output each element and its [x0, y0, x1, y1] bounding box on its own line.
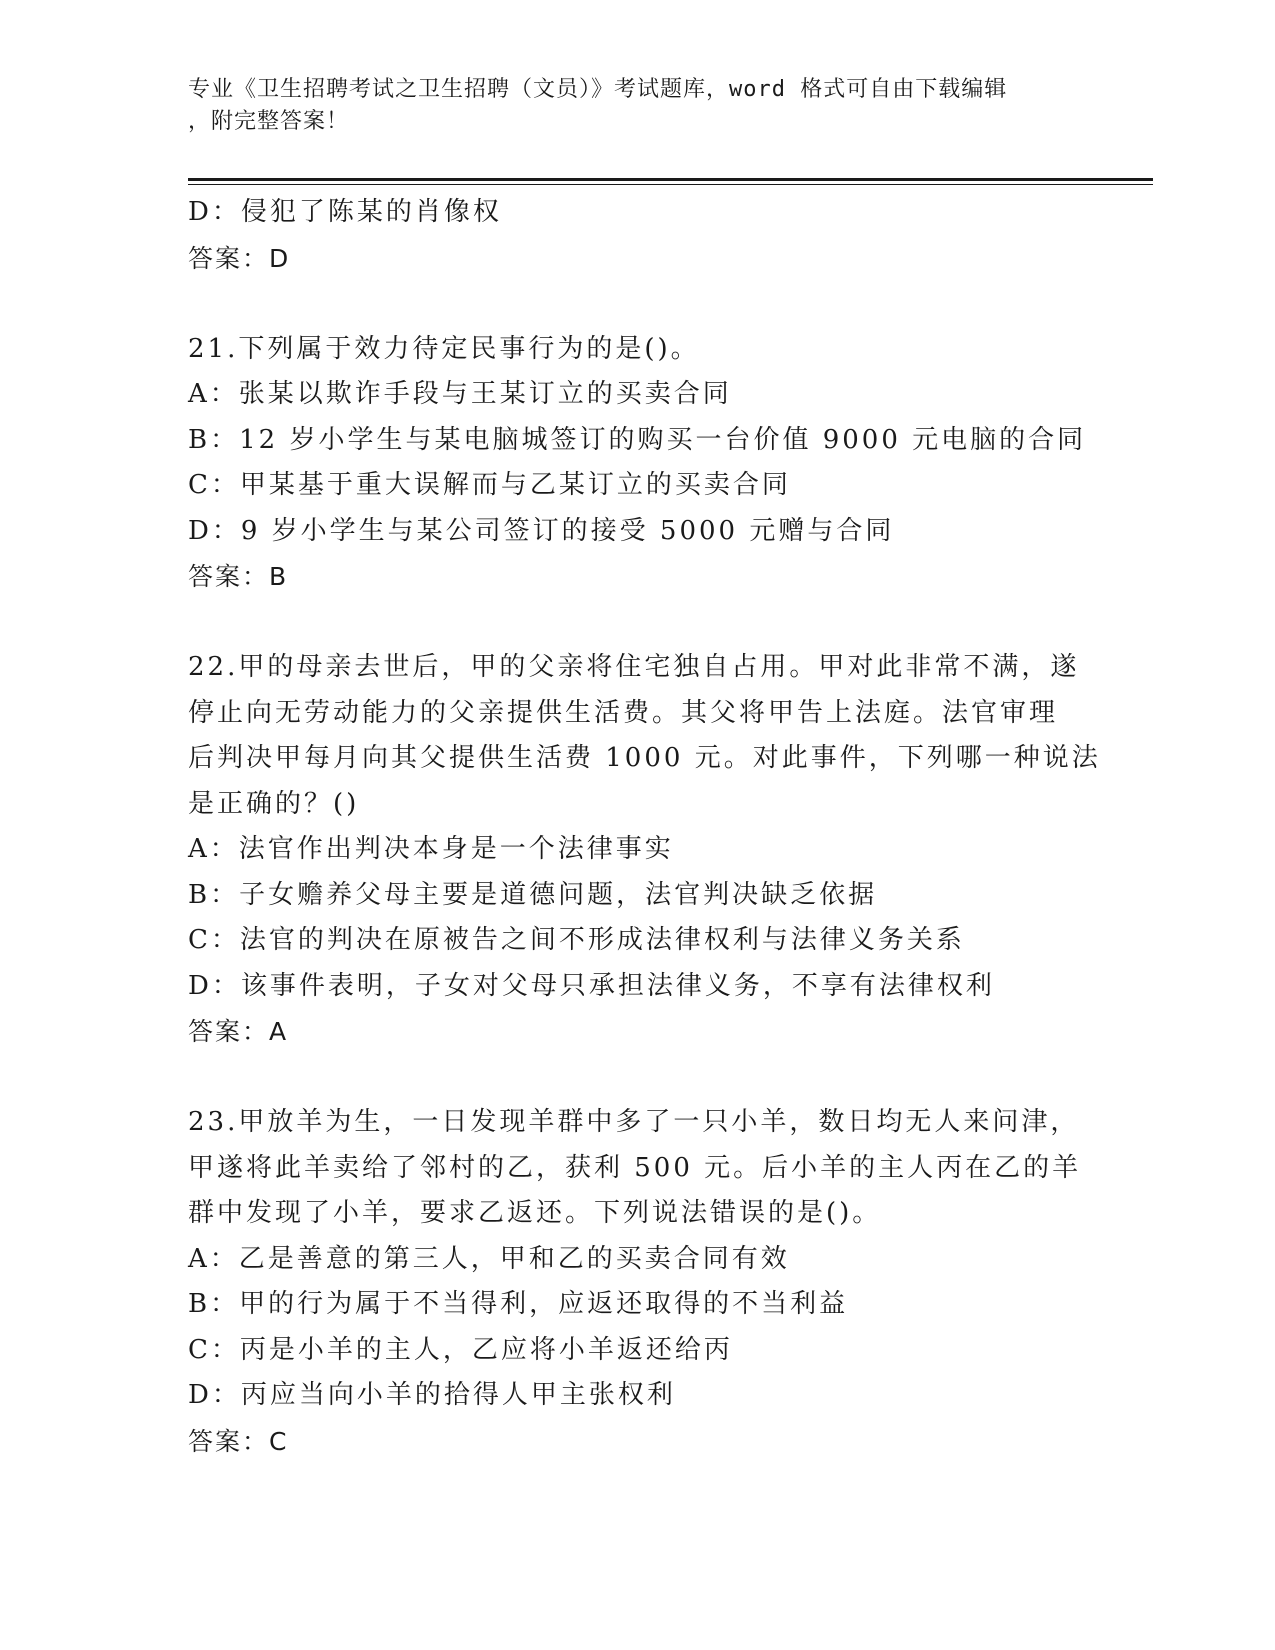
answer-line: 答案：D — [188, 243, 291, 273]
question-23 — [188, 1100, 1088, 1464]
question-stem — [188, 645, 1101, 827]
stem-line: 23.甲放羊为生，一日发现羊群中多了一只小羊，数日均无人来问津， — [188, 1107, 1080, 1137]
answer-line: 答案：C — [188, 1426, 289, 1456]
option-b: B：12 岁小学生与某电脑城签订的购买一台价值 9000 元电脑的合同 — [188, 424, 1087, 455]
question-stem — [188, 1100, 1088, 1237]
document-header — [188, 74, 1068, 138]
question-content — [188, 190, 1101, 1464]
stem-line: 是正确的？() — [188, 788, 360, 819]
option-c: C：甲某基于重大误解而与乙某订立的买卖合同 — [188, 470, 791, 500]
option-d: D：丙应当向小羊的拾得人甲主张权利 — [188, 1380, 676, 1410]
previous-question-tail — [188, 190, 1088, 281]
answer-line: 答案：A — [188, 1017, 289, 1046]
option-d: D：该事件表明，子女对父母只承担法律义务，不享有法律权利 — [188, 970, 995, 1001]
option-c: C：丙是小羊的主人，乙应将小羊返还给丙 — [188, 1334, 733, 1365]
option-a: A：乙是善意的第三人，甲和乙的买卖合同有效 — [188, 1243, 790, 1274]
stem-line: 后判决甲每月向其父提供生活费 1000 元。对此事件，下列哪一种说法 — [188, 743, 1101, 773]
header-divider-thick — [188, 178, 1153, 181]
header-divider-thin — [188, 184, 1153, 185]
option-a: A：法官作出判决本身是一个法律事实 — [188, 834, 674, 864]
spacer — [188, 600, 1088, 646]
stem-line: 21.下列属于效力待定民事行为的是()。 — [188, 333, 700, 364]
header-line-2: ，附完整答案！ — [188, 109, 350, 134]
stem-line: 停止向无劳动能力的父亲提供生活费。其父将甲告上法庭。法官审理 — [188, 697, 1059, 728]
question-21 — [188, 327, 1088, 600]
option-b: B：子女赡养父母主要是道德问题，法官判决缺乏依据 — [188, 879, 878, 910]
spacer — [188, 1055, 1088, 1101]
option-c: C：法官的判决在原被告之间不形成法律权利与法律义务关系 — [188, 925, 965, 955]
option-b: B：甲的行为属于不当得利，应返还取得的不当利益 — [188, 1289, 849, 1319]
question-stem — [188, 327, 1088, 373]
stem-line: 22.甲的母亲去世后，甲的父亲将住宅独自占用。甲对此非常不满，遂 — [188, 652, 1080, 682]
option-a: A：张某以欺诈手段与王某订立的买卖合同 — [188, 379, 732, 409]
option-d: D：侵犯了陈某的肖像权 — [188, 197, 502, 227]
header-line-1: 专业《卫生招聘考试之卫生招聘（文员）》考试题库，word 格式可自由下载编辑 — [188, 77, 1008, 102]
stem-line: 群中发现了小羊，要求乙返还。下列说法错误的是()。 — [188, 1198, 882, 1228]
option-d: D：9 岁小学生与某公司签订的接受 5000 元赠与合同 — [188, 515, 895, 546]
spacer — [188, 281, 1088, 327]
stem-line: 甲遂将此羊卖给了邻村的乙，获利 500 元。后小羊的主人丙在乙的羊 — [188, 1152, 1082, 1183]
question-22 — [188, 645, 1101, 1055]
answer-line: 答案：B — [188, 562, 289, 591]
